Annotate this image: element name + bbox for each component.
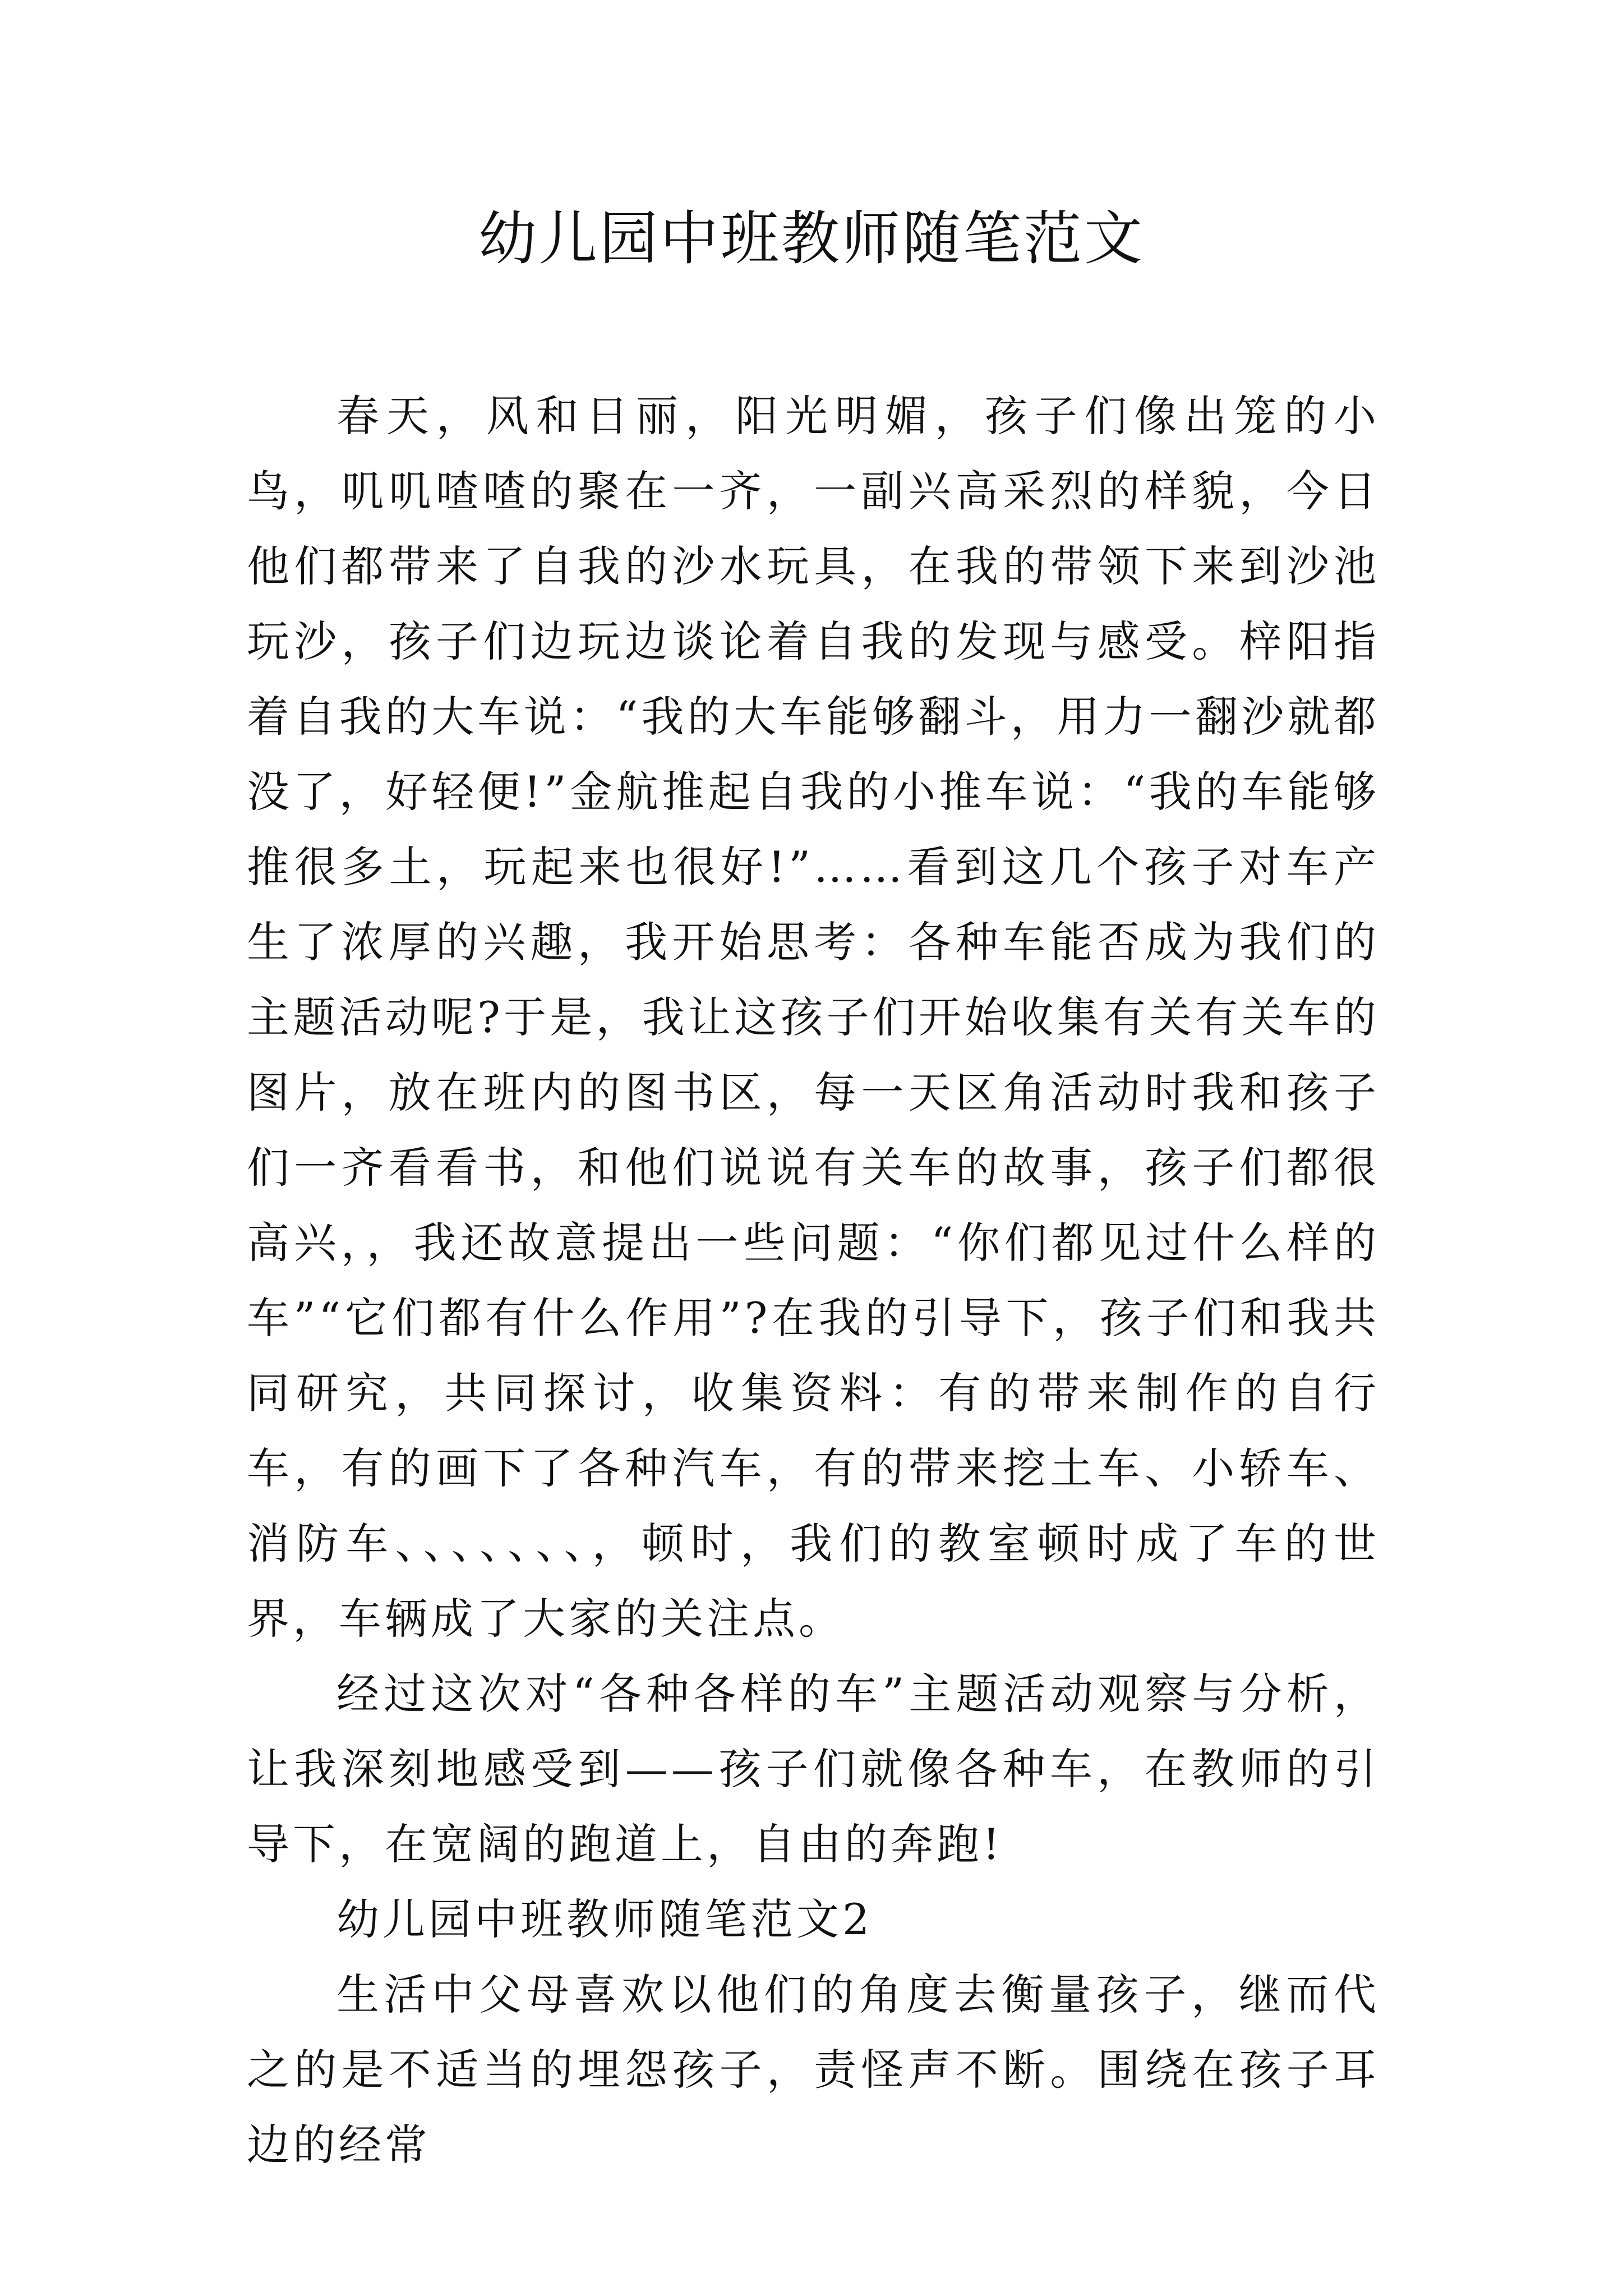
document-title: 幼儿园中班教师随笔范文 [478,204,1145,273]
section-heading-2: 幼儿园中班教师随笔范文2 [336,1894,873,1944]
paragraph-2: 经过这次对“各种各样的车”主题活动观察与分析，让我深刻地感受到——孩子们就像各种车，在教师的引导下，在宽阔的跑道上，自由的奔跑! [247,1669,1380,1869]
paragraph-1: 春天，风和日丽，阳光明媚，孩子们像出笼的小鸟，叽叽喳喳的聚在一齐，一副兴高采烈的样貌，今日他们都带来了自我的沙水玩具，在我的带领下来到沙池玩沙，孩子们边玩边谈论着自我的发现与感受。梓阳指着自我的大车说：“我的大车能够翻斗，用力一翻沙就都没了，好轻便!”金航推起自我的小推车说：“我的车能够推很多土，玩起来也很好!”……看到这几个孩子对车产生了浓厚的兴趣，我开始思考：各种车能否成为我们的主题活动呢?于是，我让这孩子们开始收集有关有关车的图片，放在班内的图书区，每一天区角活动时我和孩子们一齐看看书，和他们说说有关车的故事，孩子们都很高兴，，我还故意提出一些问题：“你们都见过什么样的车”“它们都有什么作用”?在我的引导下，孩子们和我共同研究，共同探讨，收集资料：有的带来制作的自行车，有的画下了各种汽车，有的带来挖土车、小轿车、消防车、、、、、、、，顿时，我们的教室顿时成了车的世界，车辆成了大家的关注点。 [247,391,1380,1644]
document-body [247,379,1380,2183]
paragraph-3: 生活中父母喜欢以他们的角度去衡量孩子，继而代之的是不适当的埋怨孩子，责怪声不断。围绕在孩子耳边的经常 [247,1970,1380,2170]
